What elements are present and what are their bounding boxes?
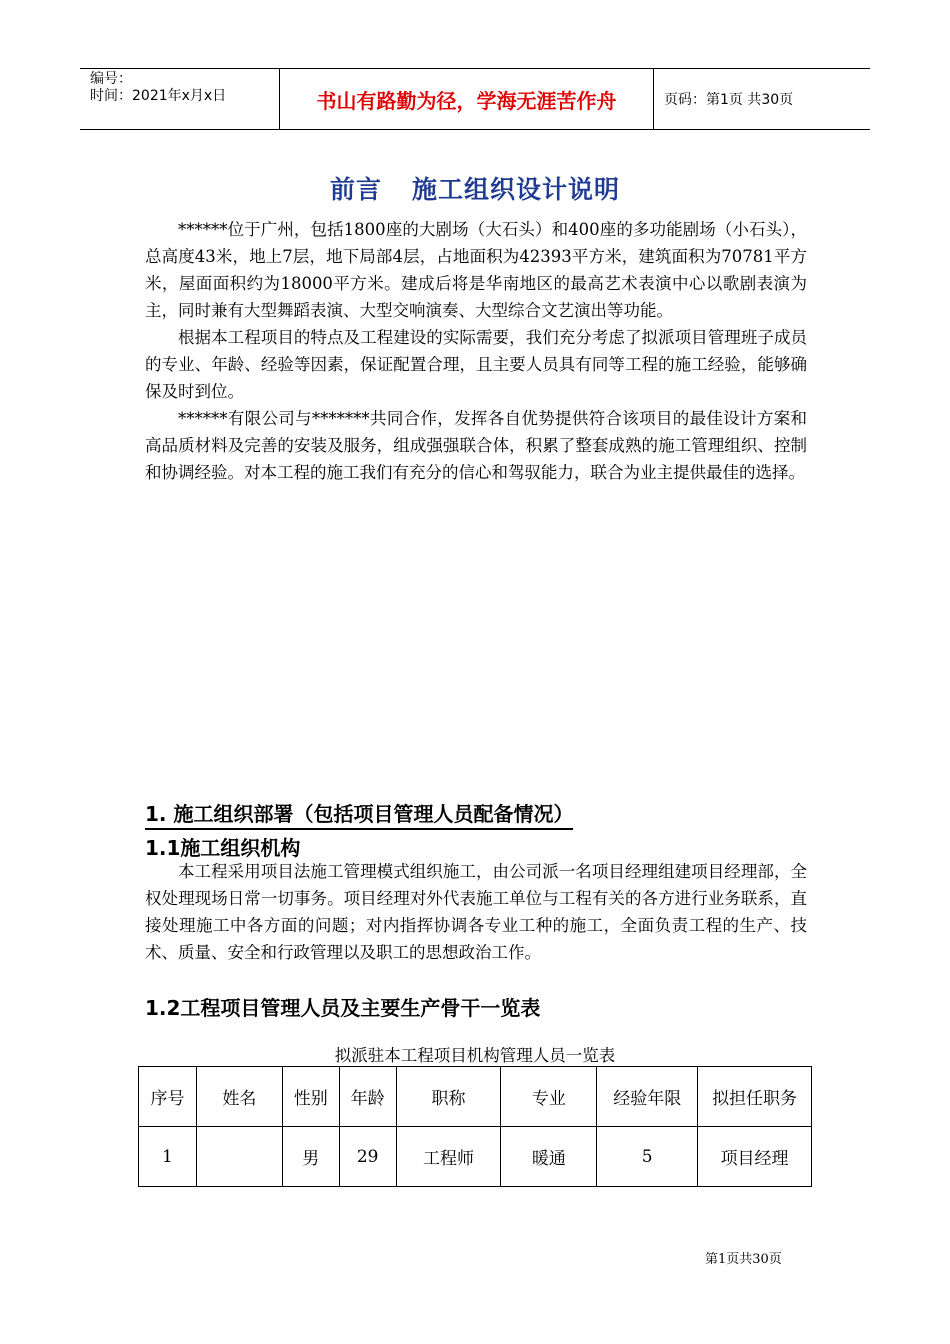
header-page-info: 页码：第1页 共30页 — [664, 92, 794, 108]
title-part2: 施工组织设计说明 — [412, 175, 621, 204]
preface-paragraph: ******位于广州，包括1800座的大剧场（大石头）和400座的多功能剧场（小石头），总高度43米，地上7层，地下局部4层，占地面积为42393平方米，建筑面积为70781平方米，屋面面积约为18000平方米。建成后将是华南地区的最高艺术表演中心以歌剧表演为主，同时兼有大型舞蹈表演、大型交响演奏、大型综合文艺演出等功能。 — [145, 220, 807, 320]
section-1-1-heading: 1.1施工组织机构 — [145, 836, 301, 860]
header-cell: 专业 — [501, 1067, 597, 1127]
preface-paragraph: ******有限公司与*******共同合作，发挥各自优势提供符合该项目的最佳设计方案和高品质材料及完善的安装及服务，组成强强联合体，积累了整套成熟的施工管理组织、控制和协调经验。对本工程的施工我们有充分的信心和驾驭能力，联合为业主提供最佳的选择。 — [145, 409, 807, 482]
table-cell: 男 — [282, 1127, 339, 1187]
table-header-row — [139, 1067, 812, 1127]
table-cell: 5 — [597, 1127, 698, 1187]
table-caption: 拟派驻本工程项目机构管理人员一览表 — [334, 1046, 616, 1065]
preface-body — [145, 216, 807, 486]
table-cell — [196, 1127, 282, 1187]
table-cell: 29 — [339, 1127, 396, 1187]
header-cell: 职称 — [396, 1067, 501, 1127]
table-cell: 暖通 — [501, 1127, 597, 1187]
page-footer: 第1页共30页 — [705, 1252, 782, 1267]
header-cell: 拟担任职务 — [698, 1067, 812, 1127]
header-motto: 书山有路勤为径，学海无涯苦作舟 — [280, 69, 654, 129]
header-time: 时间：2021年x月x日 — [90, 88, 227, 104]
table-row — [139, 1127, 812, 1187]
table-cell: 1 — [139, 1127, 197, 1187]
staff-table — [138, 1066, 812, 1187]
header-cell: 经验年限 — [597, 1067, 698, 1127]
header-cell: 姓名 — [196, 1067, 282, 1127]
header-cell: 序号 — [139, 1067, 197, 1127]
section-paragraph: 本工程采用项目法施工管理模式组织施工，由公司派一名项目经理组建项目经理部，全权处理现场日常一切事务。项目经理对外代表施工单位与工程有关的各方进行业务联系，直接处理施工中各方面的问题；对内指挥协调各专业工种的施工，全面负责工程的生产、技术、质量、安全和行政管理以及职工的思想政治工作。 — [145, 862, 807, 962]
header-cell: 性别 — [282, 1067, 339, 1127]
page-header — [80, 68, 870, 130]
header-number: 编号： — [90, 71, 132, 87]
title-part1: 前言 — [329, 175, 382, 204]
header-meta — [80, 69, 280, 129]
preface-paragraph: 根据本工程项目的特点及工程建设的实际需要，我们充分考虑了拟派项目管理班子成员的专业、年龄、经验等因素，保证配置合理，且主要人员具有同等工程的施工经验，能够确保及时到位。 — [145, 328, 807, 401]
section-1-2-heading: 1.2工程项目管理人员及主要生产骨干一览表 — [145, 996, 541, 1020]
header-cell: 年龄 — [339, 1067, 396, 1127]
section-1-heading: 1. 施工组织部署（包括项目管理人员配备情况） — [145, 798, 573, 830]
section-1-1-body — [145, 858, 807, 966]
page-title — [0, 170, 950, 206]
table-cell: 工程师 — [396, 1127, 501, 1187]
table-cell: 项目经理 — [698, 1127, 812, 1187]
